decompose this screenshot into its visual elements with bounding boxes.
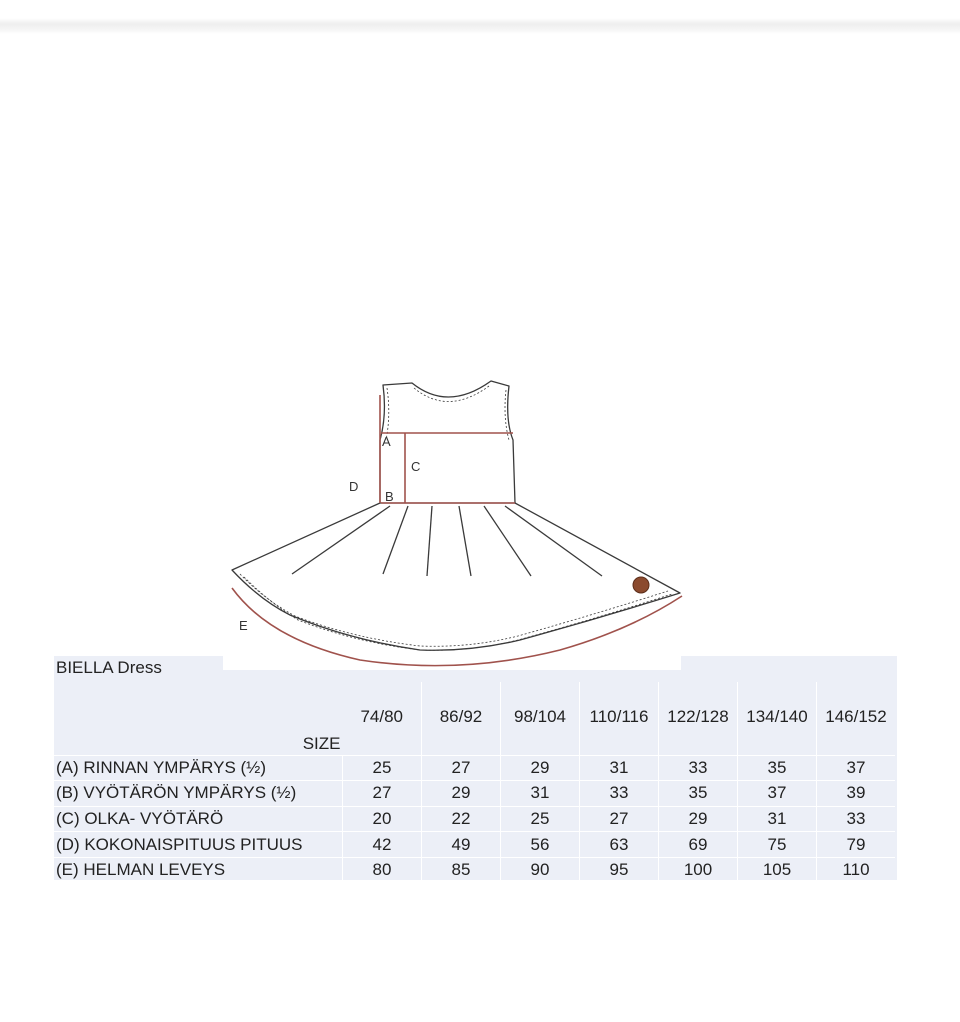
table-cell: 22	[422, 806, 501, 832]
table-cell: 29	[659, 806, 738, 832]
table-cell: 90	[501, 857, 580, 882]
label-e: E	[239, 618, 248, 633]
table-cell: 27	[580, 806, 659, 832]
measure-line-e	[232, 588, 682, 666]
table-cell: 95	[580, 857, 659, 882]
dress-pleat	[484, 506, 531, 576]
table-row	[54, 755, 895, 781]
size-column-header: 110/116	[580, 682, 659, 755]
product-title: BIELLA Dress	[56, 658, 162, 677]
table-cell: 35	[738, 755, 817, 781]
brand-logo-tag	[633, 577, 649, 593]
table-cell: 49	[422, 832, 501, 858]
table-cell: 33	[817, 806, 896, 832]
table-row	[54, 832, 895, 858]
table-cell: 80	[372, 860, 392, 880]
table-cell: 105	[738, 857, 817, 882]
table-cell: 25	[372, 757, 392, 777]
table-cell: 37	[738, 781, 817, 807]
label-c: C	[411, 459, 421, 474]
dress-bodice-outline	[380, 381, 515, 503]
table-cell: 29	[501, 755, 580, 781]
dress-pleat	[383, 506, 408, 574]
size-column-header: 86/92	[422, 682, 501, 755]
size-table-panel	[54, 656, 897, 880]
size-header-row	[54, 682, 895, 755]
table-cell: 27	[372, 783, 392, 803]
dress-neckline-stitch	[414, 386, 489, 402]
size-column-header: 146/152	[817, 682, 896, 755]
table-cell: 39	[817, 781, 896, 807]
table-cell: 110	[817, 857, 896, 882]
size-column-header: 98/104	[501, 682, 580, 755]
table-cell: 100	[659, 857, 738, 882]
dress-pleat	[505, 506, 602, 576]
size-table	[54, 682, 895, 882]
table-cell: 63	[580, 832, 659, 858]
table-row	[54, 857, 895, 882]
table-cell: 69	[659, 832, 738, 858]
dress-pleat	[459, 506, 471, 576]
size-column-header: 74/80	[360, 707, 404, 726]
dress-pleat	[427, 506, 432, 576]
size-column-header: 122/128	[659, 682, 738, 755]
row-label: (A) RINNAN YMPÄRYS (½)	[54, 755, 343, 781]
table-cell: 35	[659, 781, 738, 807]
size-header-label: SIZE	[302, 733, 341, 753]
table-cell: 75	[738, 832, 817, 858]
table-cell: 79	[817, 832, 896, 858]
table-cell: 31	[580, 755, 659, 781]
row-label: (E) HELMAN LEVEYS	[54, 857, 343, 882]
table-cell: 31	[501, 781, 580, 807]
table-cell: 42	[372, 834, 392, 854]
table-cell: 56	[501, 832, 580, 858]
row-label: (D) KOKONAISPITUUS PITUUS	[54, 832, 343, 858]
size-column-header: 134/140	[738, 682, 817, 755]
table-cell: 27	[422, 755, 501, 781]
table-cell: 31	[738, 806, 817, 832]
table-cell: 25	[501, 806, 580, 832]
table-cell: 20	[372, 808, 392, 828]
label-b: B	[385, 489, 394, 504]
row-label: (C) OLKA- VYÖTÄRÖ	[54, 806, 343, 832]
table-row	[54, 781, 895, 807]
table-row	[54, 806, 895, 832]
table-cell: 85	[422, 857, 501, 882]
dress-pleat	[292, 506, 390, 574]
row-label: (B) VYÖTÄRÖN YMPÄRYS (½)	[54, 781, 343, 807]
table-cell: 33	[659, 755, 738, 781]
dress-hem-stitch-2	[244, 577, 672, 650]
label-a: A	[382, 434, 391, 449]
table-cell: 33	[580, 781, 659, 807]
table-cell: 29	[422, 781, 501, 807]
table-cell: 37	[817, 755, 896, 781]
label-d: D	[349, 479, 359, 494]
dress-skirt-outline	[232, 503, 680, 650]
